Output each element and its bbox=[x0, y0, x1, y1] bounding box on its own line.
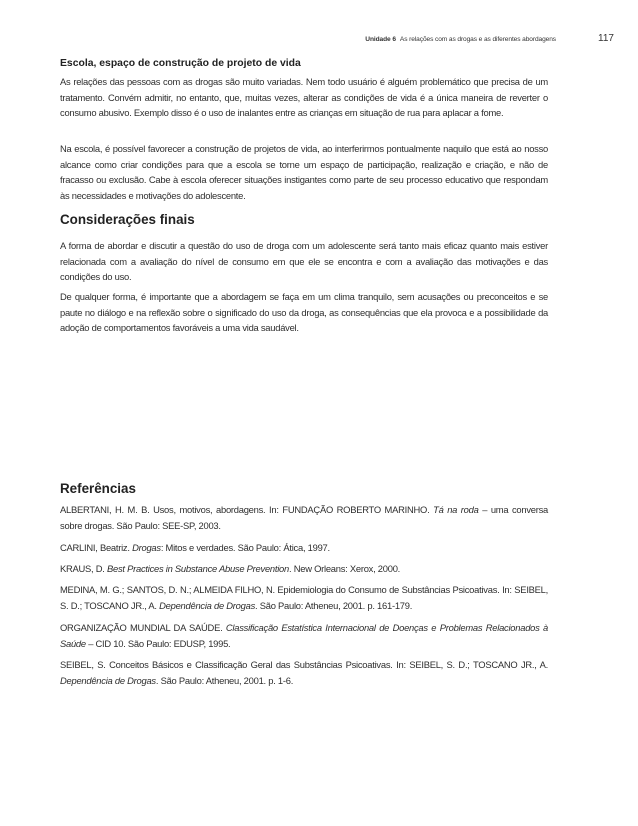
paragraph: Na escola, é possível favorecer a construção de projetos de vida, ao interferirmos pontualmente naquilo que está ao nosso alcance como criar condições para que a escola se torne um espaço de participação, realização e criação, e não de fracasso ou exclusão. Cabe à escola oferecer situações instigantes como parte de seu processo educativo que respondam às necessidades e motivações do adolescente. bbox=[60, 143, 548, 201]
paragraph: As relações das pessoas com as drogas são muito variadas. Nem todo usuário é alguém problemático que precisa de um tratamento. Convém admitir, no entanto, que, muitas vezes, alterar as condições de vida é a única maneira de reverter o consumo abusivo. Exemplo disso é o uso de inalantes entre as crianças em situação de rua para aplacar a fome. bbox=[60, 76, 548, 119]
reference-item: SEIBEL, S. Conceitos Básicos e Classificação Geral das Substâncias Psicoativas. In: SEIBEL, S. D.; TOSCANO JR., A. Dependência de Drogas. São Paulo: Atheneu, 2001. p. 1-6. bbox=[60, 659, 548, 686]
reference-item: ORGANIZAÇÃO MUNDIAL DA SAÚDE. Classificação Estatística Internacional de Doenças e Problemas Relacionados à Saúde – CID 10. São Paulo: EDUSP, 1995. bbox=[60, 622, 548, 649]
unit-label: Unidade 6 bbox=[365, 36, 396, 43]
reference-item: KRAUS, D. Best Practices in Substance Abuse Prevention. New Orleans: Xerox, 2000. bbox=[60, 563, 401, 574]
reference-item: MEDINA, M. G.; SANTOS, D. N.; ALMEIDA FILHO, N. Epidemiologia do Consumo de Substâncias Psicoativas. In: SEIBEL, S. D.; TOSCANO JR., A. Dependência de Drogas. São Paulo: Atheneu, 2001. p. 161-179. bbox=[60, 584, 548, 611]
paragraph: A forma de abordar e discutir a questão do uso de droga com um adolescente será tanto mais eficaz quanto mais estiver relacionada com a avaliação do nível de consumo em que ele se encontra e com a avaliação das motivações e das condições do uso. bbox=[60, 240, 548, 283]
section-title-referencias: Referências bbox=[60, 481, 136, 496]
section-title-escola: Escola, espaço de construção de projeto de vida bbox=[60, 58, 301, 69]
section-title-consideracoes: Considerações finais bbox=[60, 212, 195, 227]
unit-title: As relações com as drogas e as diferentes abordagens bbox=[399, 36, 556, 43]
running-header-unit bbox=[365, 36, 556, 43]
page-number: 117 bbox=[598, 33, 614, 44]
reference-item: ALBERTANI, H. M. B. Usos, motivos, abordagens. In: FUNDAÇÃO ROBERTO MARINHO. Tá na roda – uma conversa sobre drogas. São Paulo: SEE-SP, 2003. bbox=[60, 504, 548, 531]
reference-item: CARLINI, Beatriz. Drogas: Mitos e verdades. São Paulo: Ática, 1997. bbox=[60, 542, 330, 553]
running-header bbox=[60, 33, 614, 47]
paragraph: De qualquer forma, é importante que a abordagem se faça em um clima tranquilo, sem acusações ou preconceitos e se paute no diálogo e na reflexão sobre o significado do uso da droga, as consequências que ela provoca e a possibilidade da adoção de comportamentos favoráveis a uma vida saudável. bbox=[60, 291, 548, 334]
